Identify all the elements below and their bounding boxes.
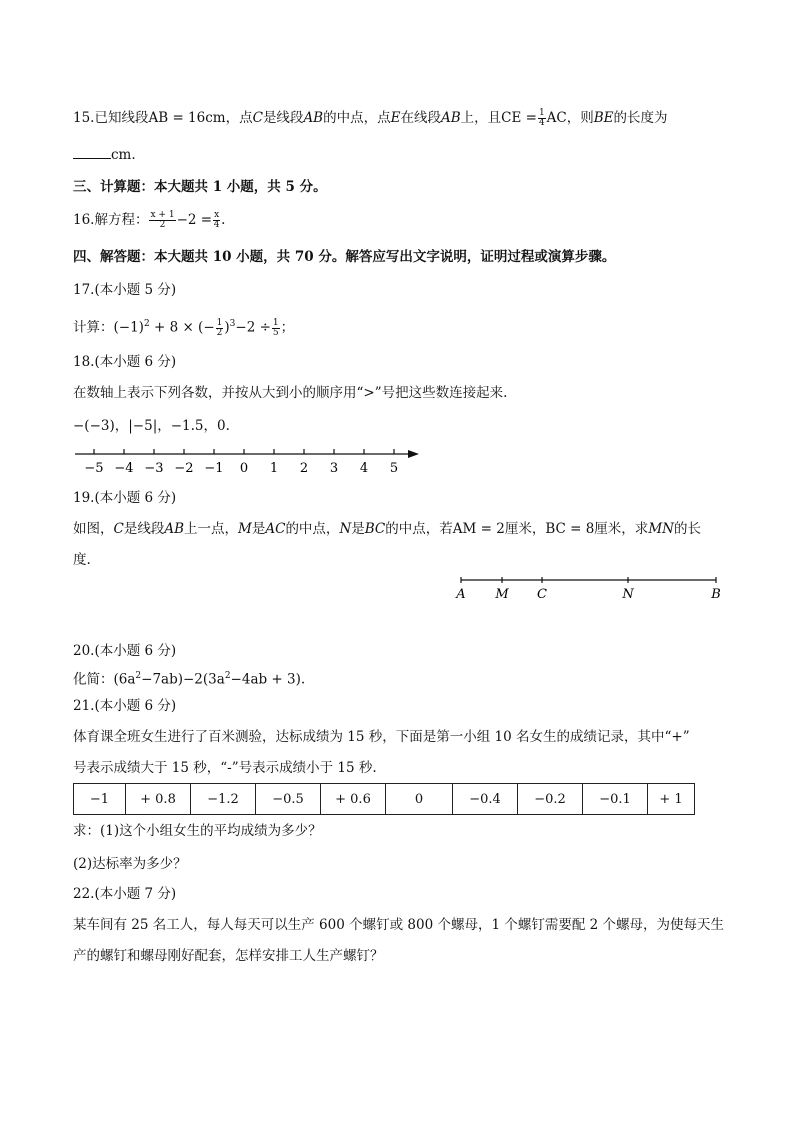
q22-line2: 产的螺钉和螺母刚好配套，怎样安排工人生产螺钉？ [73, 948, 384, 964]
point-label: C [537, 587, 547, 602]
frac-den: 2 [216, 327, 223, 338]
answer-blank[interactable] [73, 146, 111, 159]
q20-header: 20.(本小题 6 分) [73, 643, 177, 659]
var-e: E [390, 110, 401, 126]
q15-text: 上，且CE = [460, 110, 537, 126]
q16-text: −2 = [176, 212, 213, 228]
fraction [149, 211, 175, 230]
expr-part: ) [224, 319, 230, 336]
var-ab: AB [440, 110, 461, 126]
q21-sub2: (2)达标率为多少？ [73, 856, 187, 872]
frac-num: 1 [216, 317, 223, 328]
q21-sub1: 求：(1)这个小组女生的平均成绩为多少？ [73, 823, 322, 839]
q20-expression [73, 667, 305, 689]
fraction [216, 319, 224, 338]
q21-line2: 号表示成绩大于 15 秒，“-”号表示成绩小于 15 秒. [73, 760, 377, 776]
var-c: C [252, 110, 263, 126]
q22-header: 22.(本小题 7 分) [73, 886, 177, 902]
frac-num: x [214, 210, 220, 220]
q15-number: 15. [73, 110, 95, 126]
q15-text: AC，则 [546, 110, 594, 126]
var-ab: AB [303, 110, 324, 126]
table-cell: + 1 [648, 784, 695, 815]
q19-text: 是 [251, 521, 266, 537]
q15-text: 是线段 [262, 110, 304, 126]
var-be: BE [593, 110, 614, 126]
table-cell: −1 [74, 784, 126, 815]
table-row [74, 784, 695, 815]
frac-den: 2 [159, 220, 166, 230]
tick-label: 1 [269, 461, 279, 476]
var-m: M [238, 521, 252, 537]
point-label: M [495, 587, 509, 602]
table-cell: 0 [386, 784, 453, 815]
q22-line1: 某车间有 25 名工人，每人每天可以生产 600 个螺钉或 800 个螺母，1 个螺钉需要配 2 个螺母，为使每天生 [73, 917, 725, 933]
q19-line2: 度. [73, 552, 91, 568]
tick-label: −2 [174, 461, 194, 476]
number-line [70, 444, 430, 478]
table-cell: −0.4 [453, 784, 518, 815]
q15-line1 [73, 109, 668, 128]
expr-part: + 8 × (− [149, 319, 215, 336]
frac-den: 5 [272, 327, 279, 338]
arrow-head-icon [408, 450, 419, 458]
point-label: B [711, 587, 721, 602]
var-c: C [113, 521, 124, 537]
var-mn: MN [648, 521, 674, 537]
exponent: 2 [143, 319, 150, 329]
q15-text: 在线段 [400, 110, 441, 126]
q18-header: 18.(本小题 6 分) [73, 354, 177, 370]
frac-den: 4 [538, 118, 545, 128]
tick-label: 2 [299, 461, 309, 476]
scores-table [73, 783, 695, 815]
expr-part: 计算：(−1) [73, 319, 144, 336]
q15-text: 已知线段AB = 16cm，点 [94, 110, 253, 126]
fraction [272, 319, 280, 338]
q19-text: 的中点， [285, 521, 340, 537]
table-cell: −0.5 [256, 784, 321, 815]
table-cell: −1.2 [191, 784, 256, 815]
q19-text: 如图， [73, 521, 114, 537]
q19-header: 19.(本小题 6 分) [73, 490, 177, 506]
exponent: 3 [229, 319, 236, 329]
var-bc: BC [364, 521, 386, 537]
frac-num: x + 1 [150, 210, 175, 220]
table-cell: −0.1 [583, 784, 648, 815]
var-ab: AB [164, 521, 185, 537]
q15-unit: cm. [111, 147, 136, 163]
q15-line2 [73, 146, 136, 164]
table-cell: −0.2 [518, 784, 583, 815]
fraction [538, 109, 546, 128]
tick-label: −4 [114, 461, 134, 476]
tick-label: 0 [239, 461, 249, 476]
q15-text: 的长度为 [613, 110, 668, 126]
expr-part: −2 ÷ [235, 319, 271, 336]
q19-text: 上一点， [184, 521, 239, 537]
q17-header: 17.(本小题 5 分) [73, 282, 177, 298]
var-n: N [339, 521, 352, 537]
expr-part: 化简：(6a [73, 671, 136, 688]
frac-den: 4 [213, 220, 220, 230]
exponent: 2 [135, 671, 142, 681]
tick-label: 4 [359, 461, 369, 476]
tick-label: −1 [204, 461, 224, 476]
table-cell: + 0.8 [126, 784, 191, 815]
q18-numbers: −(−3)，|−5|，−1.5，0. [73, 418, 230, 434]
q18-text: 在数轴上表示下列各数，并按从大到小的顺序用“>”号把这些数连接起来. [73, 385, 508, 401]
q16-prefix: 16.解方程： [73, 212, 149, 228]
table-cell: + 0.6 [321, 784, 386, 815]
tick-label: −3 [144, 461, 164, 476]
expr-part: −4ab + 3). [230, 671, 306, 688]
tick-label: 5 [389, 461, 399, 476]
point-label: A [456, 587, 466, 602]
expr-part: ； [280, 319, 295, 336]
frac-num: 1 [272, 317, 279, 328]
expr-part: −7ab)−2(3a [141, 671, 225, 688]
q19-text: 是线段 [123, 521, 165, 537]
fraction [213, 211, 220, 230]
point-label: N [622, 587, 634, 602]
q16-line [73, 211, 225, 230]
tick-label: 3 [329, 461, 339, 476]
tick-label: −5 [84, 461, 104, 476]
section-4-heading: 四、解答题：本大题共 10 小题，共 70 分。解答应写出文字说明，证明过程或演算步骤。 [73, 249, 616, 265]
var-ac: AC [265, 521, 286, 537]
q19-text: 的长 [673, 521, 701, 537]
q17-expression [73, 315, 294, 338]
q19-text: 的中点，若AM = 2厘米，BC = 8厘米，求 [385, 521, 649, 537]
q16-text: . [221, 212, 226, 228]
q19-text: 是 [351, 521, 365, 537]
segment-diagram [450, 572, 730, 604]
q21-line1: 体育课全班女生进行了百米测验，达标成绩为 15 秒，下面是第一小组 10 名女生的成绩记录，其中“+” [73, 729, 690, 745]
exponent: 2 [224, 671, 231, 681]
section-3-heading: 三、计算题：本大题共 1 小题，共 5 分。 [73, 179, 327, 195]
q15-text: 的中点，点 [323, 110, 391, 126]
frac-num: 1 [538, 108, 545, 118]
q21-header: 21.(本小题 6 分) [73, 698, 177, 714]
q19-line1 [73, 520, 701, 538]
